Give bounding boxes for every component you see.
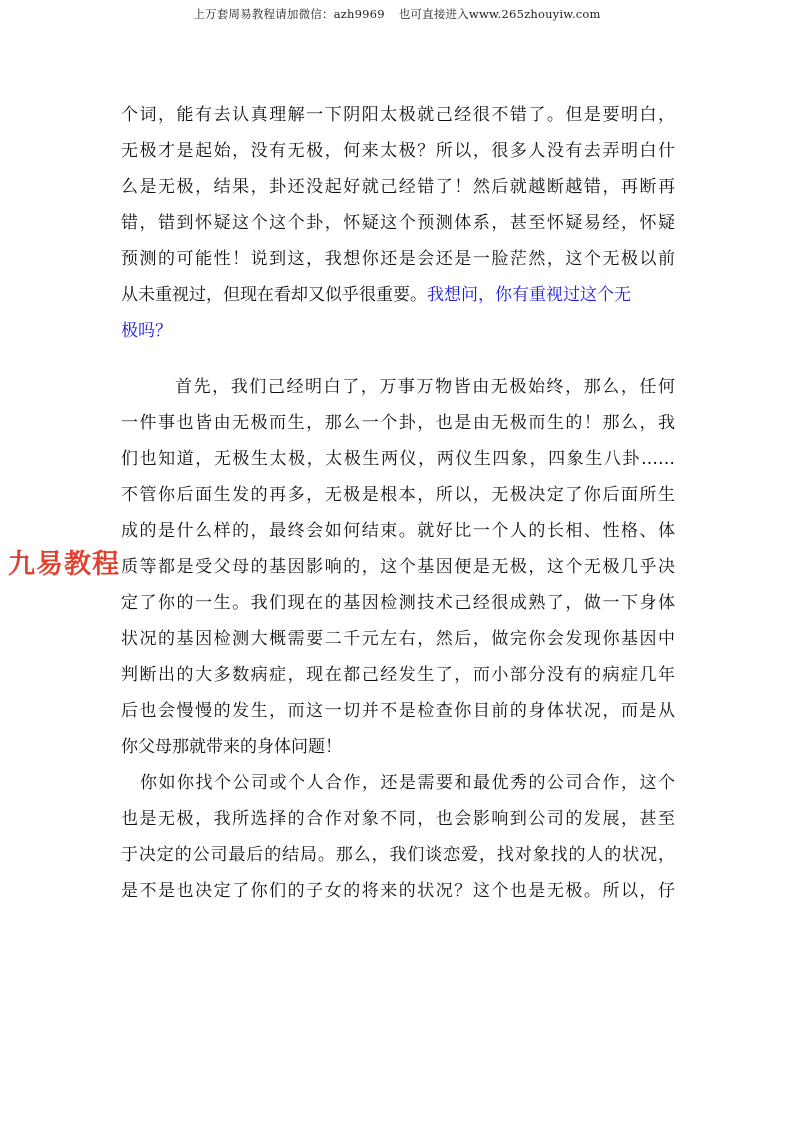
paragraph-2 bbox=[121, 369, 675, 765]
text-line: 预测的可能性！说到这，我想你还是会还是一脸茫然，这个无极以前 bbox=[121, 249, 675, 269]
text-normal: 从未重视过，但现在看却又似乎很重要。 bbox=[121, 285, 427, 305]
text-line: 于决定的公司最后的结局。那么，我们谈恋爱，找对象找的人的状况， bbox=[121, 845, 675, 865]
text-line: 是不是也决定了你们的子女的将来的状况？这个也是无极。所以，仔 bbox=[121, 881, 675, 901]
text-line: 么是无极，结果，卦还没起好就己经错了！然后就越断越错，再断再 bbox=[121, 177, 675, 197]
paragraph-1 bbox=[121, 97, 675, 349]
text-line: 后也会慢慢的发生，而这一切并不是检查你目前的身体状况，而是从 bbox=[121, 701, 675, 721]
text-line: 们也知道，无极生太极，太极生两仪，两仪生四象，四象生八卦…… bbox=[121, 449, 675, 469]
text-line: 首先，我们己经明白了，万事万物皆由无极始终，那么，任何 bbox=[175, 377, 675, 397]
text-line: 你如你找个公司或个人合作，还是需要和最优秀的公司合作，这个 bbox=[140, 773, 675, 793]
document-body bbox=[121, 97, 675, 909]
text-line bbox=[121, 277, 675, 313]
paragraph-spacer bbox=[121, 349, 675, 369]
highlighted-question: 我想问，你有重视过这个无 bbox=[427, 285, 631, 305]
header-wechat-text: 上万套周易教程请加微信：azh9969 bbox=[193, 7, 385, 21]
text-line: 成的是什么样的，最终会如何结束。就好比一个人的长相、性格、体 bbox=[121, 521, 675, 541]
text-line: 也是无极，我所选择的合作对象不同，也会影响到公司的发展，甚至 bbox=[121, 809, 675, 829]
text-line: 个词，能有去认真理解一下阴阳太极就己经很不错了。但是要明白， bbox=[121, 105, 675, 125]
text-line: 无极才是起始，没有无极，何来太极？所以，很多人没有去弄明白什 bbox=[121, 141, 675, 161]
paragraph-3 bbox=[121, 765, 675, 909]
text-line: 错，错到怀疑这个这个卦，怀疑这个预测体系，甚至怀疑易经，怀疑 bbox=[121, 213, 675, 233]
page-header bbox=[0, 6, 794, 22]
text-line: 状况的基因检测大概需要二千元左右，然后，做完你会发现你基因中 bbox=[121, 629, 675, 649]
text-line: 质等都是受父母的基因影响的，这个基因便是无极，这个无极几乎决 bbox=[121, 557, 675, 577]
text-line: 一件事也皆由无极而生，那么一个卦，也是由无极而生的！那么，我 bbox=[121, 413, 675, 433]
highlighted-question-end: 极吗？ bbox=[121, 321, 172, 341]
watermark-logo: 九易教程 bbox=[8, 549, 120, 580]
text-line: 不管你后面生发的再多，无极是根本，所以，无极决定了你后面所生 bbox=[121, 485, 675, 505]
header-website-text: 也可直接进入www.265zhouyiw.com bbox=[398, 7, 601, 21]
text-line: 你父母那就带来的身体问题！ bbox=[121, 737, 342, 757]
text-line: 定了你的一生。我们现在的基因检测技术己经很成熟了，做一下身体 bbox=[121, 593, 675, 613]
text-line: 判断出的大多数病症，现在都己经发生了，而小部分没有的病症几年 bbox=[121, 665, 675, 685]
